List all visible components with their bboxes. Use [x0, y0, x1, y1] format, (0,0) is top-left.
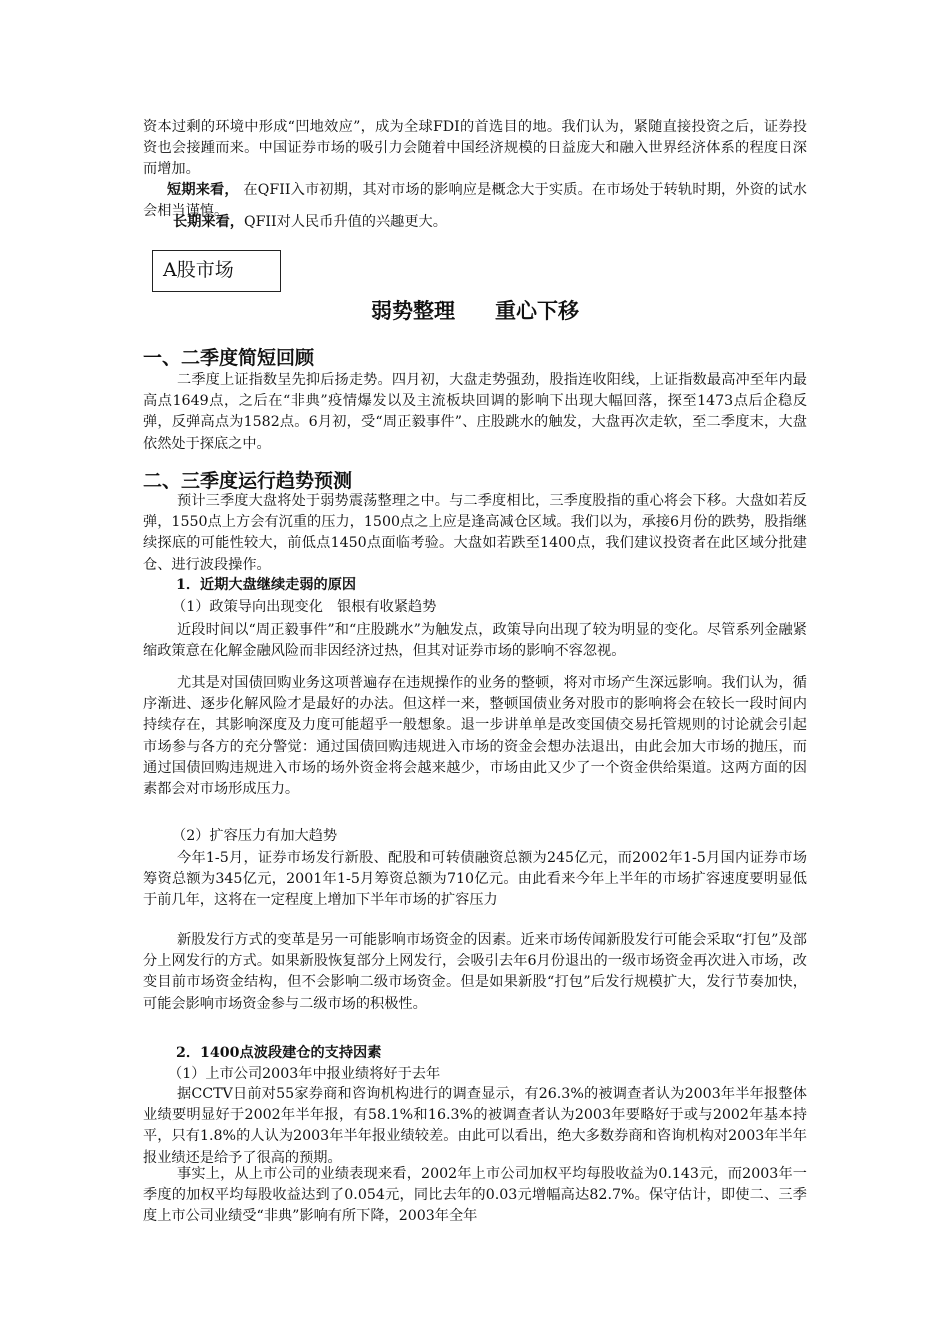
- sub2-paragraph-2: 事实上，从上市公司的业绩表现来看，2002年上市公司加权平均每股收益为0.143元，而2003年一季度的加权平均每股收益达到了0.054元，同比去年的0.03元增幅高达82.7%。保守估计，即使二、三季度上市公司业绩受“非典”影响有所下降，2003年全年: [143, 1166, 807, 1225]
- item-2-paragraph-1: 今年1-5月，证券市场发行新股、配股和可转债融资总额为245亿元，而2002年1-5月国内证券市场筹资总额为345亿元，2001年1-5月筹资总额为710亿元。由此看来今年上半年的市场扩容速度要明显低于前几年，这将在一定程度上增加下半年市场的扩容压力: [143, 850, 807, 909]
- item-1-paragraph-2: 尤其是对国债回购业务这项普遍存在违规操作的业务的整顿，将对市场产生深远影响。我们认为，循序渐进、逐步化解风险才是最好的办法。但这样一来，整顿国债业务对股市的影响将会在较长一段时间内持续存在，其影响深度及力度可能超乎一般想象。退一步讲单单是改变国债交易托管规则的讨论就会引起市场参与各方的充分警觉：通过国债回购违规进入市场的资金会想办法退出，由此会加大市场的抛压，而通过国债回购违规进入市场的场外资金将会越来越少，市场由此又少了一个资金供给渠道。这两方面的因素都会对市场形成压力。: [143, 675, 807, 798]
- section-label: A股市场: [163, 259, 234, 281]
- title-part-2: 重心下移: [495, 298, 579, 323]
- section-2-heading: 二、三季度运行趋势预测: [143, 470, 353, 492]
- sub2-paragraph-1: 据CCTV日前对55家券商和咨询机构进行的调查显示，有26.3%的被调查者认为2003年半年报整体业绩要明显好于2002年半年报，有58.1%和16.3%的被调查者认为2003年要略好于或与2002年基本持平，只有1.8%的人认为2003年半年报业绩较差。由此可以看出，绝大多数券商和咨询机构对2003年半年报业绩还是给予了很高的预期。: [143, 1086, 807, 1166]
- item-2-paragraph-2: 新股发行方式的变革是另一可能影响市场资金的因素。近来市场传闻新股发行可能会采取“打包”及部分上网发行的方式。如果新股恢复部分上网发行，会吸引去年6月份退出的一级市场资金再次进入市场，改变目前市场资金结构，但不会影响二级市场资金。但是如果新股“打包”后发行规模扩大，发行节奏加快，可能会影响市场资金参与二级市场的积极性。: [143, 932, 807, 1012]
- long-term-text: QFII对人民币升值的兴趣更大。: [243, 214, 447, 230]
- section-1-heading: 一、二季度简短回顾: [143, 347, 315, 369]
- short-term-text: 在QFII入市初期，其对市场的影响应是概念大于实质。在市场处于转轨时期，外资的试水会相当谨慎。: [143, 182, 807, 220]
- subsection-2-heading: 2．1400点波段建仓的支持因素: [176, 1045, 382, 1061]
- subsection-2-item-1: （1）上市公司2003年中报业绩将好于去年: [168, 1066, 441, 1082]
- item-1-paragraph-1: 近段时间以“周正毅事件”和“庄股跳水”为触发点，政策导向出现了较为明显的变化。尽管系列金融紧缩政策意在化解金融风险而非因经济过热，但其对证券市场的影响不容忽视。: [143, 622, 807, 660]
- title-part-1: 弱势整理: [371, 298, 455, 323]
- subsection-1-item-2: （2）扩容压力有加大趋势: [172, 828, 338, 844]
- short-term-label: 短期来看，: [167, 182, 239, 198]
- intro-paragraph: 资本过剩的环境中形成“凹地效应”，成为全球FDI的首选目的地。我们认为，紧随直接投资之后，证券投资也会接踵而来。中国证券市场的吸引力会随着中国经济规模的日益庞大和融入世界经济体系的程度日深而增加。: [143, 119, 807, 178]
- section-2-body: 预计三季度大盘将处于弱势震荡整理之中。与二季度相比，三季度股指的重心将会下移。大盘如若反弹，1550点上方会有沉重的压力，1500点之上应是逢高减仓区域。我们以为，承接6月份的跌势，股指继续探底的可能性较大，前低点1450点面临考验。大盘如若跌至1400点，我们建议投资者在此区域分批建仓、进行波段操作。: [143, 493, 807, 573]
- long-term-label: 长期来看，: [173, 214, 244, 230]
- section-label-box: [152, 250, 281, 292]
- long-term-paragraph: [143, 212, 807, 233]
- subsection-1-item-1: （1）政策导向出现变化 银根有收紧趋势: [172, 599, 437, 615]
- section-1-body: 二季度上证指数呈先抑后扬走势。四月初，大盘走势强劲，股指连收阳线，上证指数最高冲至年内最高点1649点，之后在“非典”疫情爆发以及主流板块回调的影响下出现大幅回落，探至1473点后企稳反弹，反弹高点为1582点。6月初，受“周正毅事件”、庄股跳水的触发，大盘再次走软，至二季度末，大盘依然处于探底之中。: [143, 372, 807, 452]
- subsection-1-heading: 1．近期大盘继续走弱的原因: [176, 577, 357, 593]
- report-title: [0, 297, 950, 325]
